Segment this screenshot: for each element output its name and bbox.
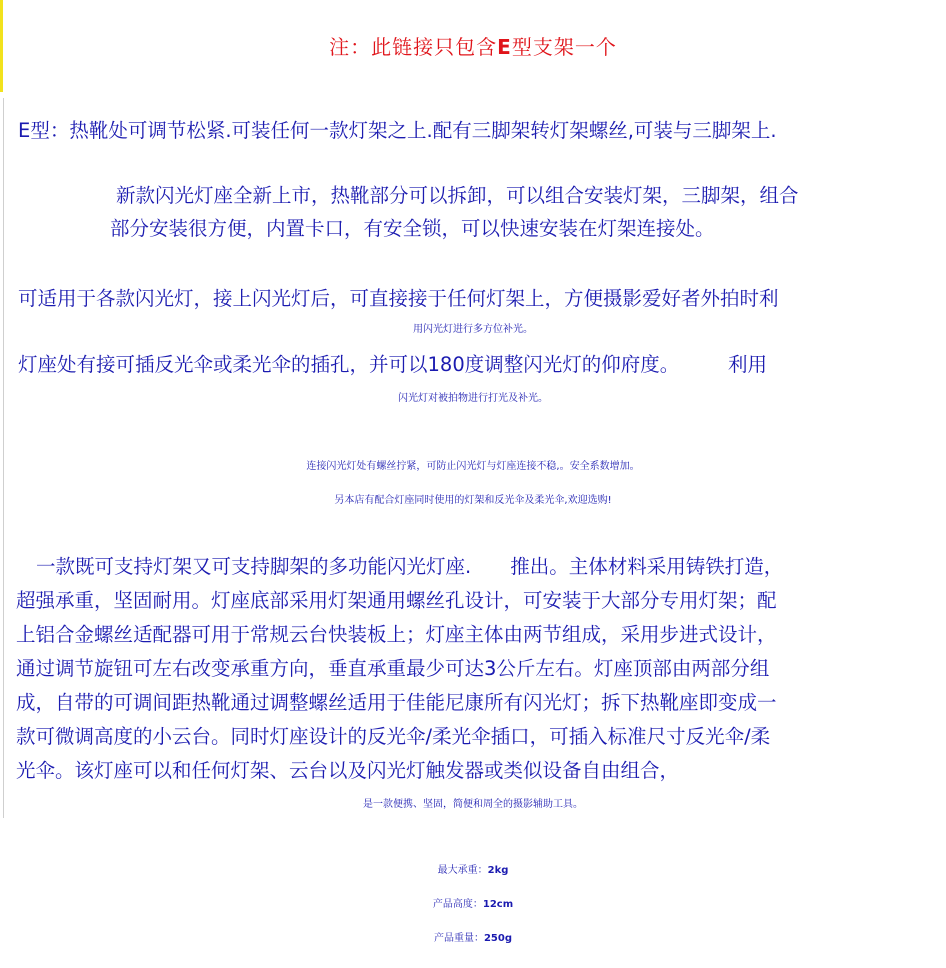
title-model: E (497, 35, 512, 59)
title-prefix: 注：此链接只包含 (329, 35, 498, 59)
usage-line-4: 闪光灯对被拍物进行打光及补光。 (398, 393, 548, 404)
usage-line-3: 灯座处有接可插反光伞或柔光伞的插孔，并可以180度调整闪光灯的仰府度。 利用 (18, 353, 767, 376)
spec-weight-value: 250g (483, 933, 513, 944)
model-e-description: E型：热靴处可调节松紧.可装任何一款灯架之上.配有三脚架转灯架螺丝,可装与三脚架上. (18, 119, 777, 142)
safety-line-2: 另本店有配合灯座同时使用的灯架和反光伞及柔光伞,欢迎选购! (334, 495, 612, 506)
title-suffix: 型支架一个 (511, 35, 617, 59)
usage-line-1: 可适用于各款闪光灯，接上闪光灯后，可直接接于任何灯架上，方便摄影爱好者外拍时利 (18, 287, 779, 310)
features-line-4: 通过调节旋钮可左右改变承重方向，垂直承重最少可达3公斤左右。灯座顶部由两部分组 (16, 657, 770, 680)
spec-weight (0, 924, 946, 954)
features-line-6: 款可微调高度的小云台。同时灯座设计的反光伞/柔光伞插口，可插入标准尺寸反光伞/柔 (16, 725, 771, 748)
spec-height-value: 12cm (482, 899, 514, 910)
page-title (0, 12, 946, 82)
usage-line-2: 用闪光灯进行多方位补光。 (413, 324, 533, 335)
features-line-8: 是一款便携、坚固，简便和周全的摄影辅助工具。 (363, 799, 583, 810)
safety-line-1: 连接闪光灯处有螺丝拧紧，可防止闪光灯与灯座连接不稳,。安全系数增加。 (306, 461, 640, 472)
spec-max-load (0, 856, 946, 886)
intro-line-1: 新款闪光灯座全新上市，热靴部分可以拆卸，可以组合安装灯架，三脚架，组合 (116, 184, 799, 207)
spec-height (0, 890, 946, 920)
features-line-3: 上铝合金螺丝适配器可用于常规云台快装板上；灯座主体由两节组成，采用步进式设计， (16, 623, 777, 646)
features-line-5: 成，自带的可调间距热靴通过调整螺丝适用于佳能尼康所有闪光灯；拆下热靴座即变成一 (16, 691, 777, 714)
intro-line-2: 部分安装很方便，内置卡口，有安全锁，可以快速安装在灯架连接处。 (110, 217, 715, 240)
features-line-1: 一款既可支持灯架又可支持脚架的多功能闪光灯座. 推出。主体材料采用铸铁打造， (36, 555, 784, 578)
spec-weight-label: 产品重量： (433, 933, 484, 944)
features-line-7: 光伞。该灯座可以和任何灯架、云台以及闪光灯触发器或类似设备自由组合， (16, 759, 680, 782)
features-line-2: 超强承重，坚固耐用。灯座底部采用灯架通用螺丝孔设计，可安装于大部分专用灯架；配 (16, 589, 777, 612)
spec-max-load-label: 最大承重： (437, 865, 488, 876)
spec-max-load-value: 2kg (487, 865, 509, 876)
spec-height-label: 产品高度： (432, 899, 483, 910)
